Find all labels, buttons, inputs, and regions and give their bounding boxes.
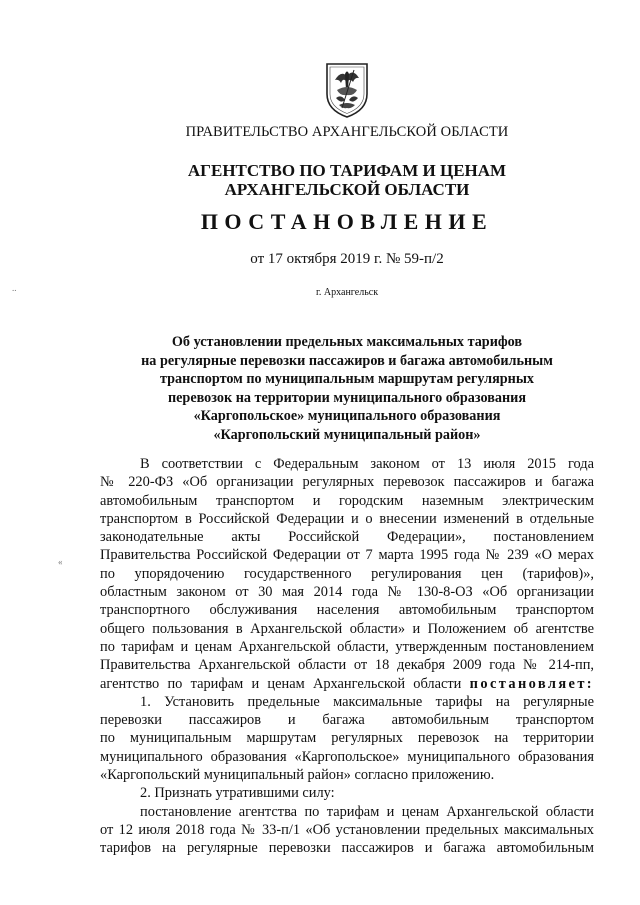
body-line: законодательные акты Российской Федерации», постановлением (100, 529, 594, 546)
body-line: по тарифам и ценам Архангельской области, утвержденным постановлением (100, 638, 594, 655)
agency-name-line-1: АГЕНТСТВО ПО ТАРИФАМ И ЦЕНАМ (187, 161, 507, 180)
body-line-text: агентство по тарифам и ценам Архангельской области (100, 675, 462, 692)
body-line: № 220-ФЗ «Об организации регулярных перевозок пассажиров и багажа (100, 474, 594, 491)
title-line: перевозок на территории муниципального образования (167, 389, 527, 406)
body-line: транспортом в Российской Федерации и о внесении изменений в отдельные (100, 510, 594, 527)
title-line: Об установлении предельных максимальных тарифов (171, 334, 523, 350)
resolves-word: постановляет: (469, 675, 594, 692)
body-line: муниципального образования «Каргопольское» муниципального образования (100, 748, 594, 765)
body-line: транспортного обслуживания населения автомобильным транспортом (100, 602, 594, 619)
city-name: г. Архангельск (315, 287, 379, 298)
body-line: 2. Признать утратившими силу: (140, 785, 335, 802)
document-body (100, 455, 594, 858)
body-line: общего пользования в Архангельской области» и Положением об агентстве (100, 620, 594, 637)
title-line: на регулярные перевозки пассажиров и багажа автомобильным (141, 352, 553, 369)
coat-of-arms-emblem-icon (321, 60, 373, 120)
body-line: перевозки пассажиров и багажа автомобильным транспортом (100, 712, 594, 729)
body-line: «Каргопольский муниципальный район» согласно приложению. (100, 767, 495, 784)
body-line: от 12 июля 2018 года № 33-п/1 «Об установлении предельных максимальных (100, 821, 594, 838)
body-line: 1. Установить предельные максимальные тарифы на регулярные (140, 693, 594, 710)
body-line: Правительства Архангельской области от 18 декабря 2009 года № 214-пп, (100, 657, 594, 674)
body-line: автомобильным транспортом и городским наземным электрическим (100, 492, 594, 509)
body-line-with-resolution (100, 675, 594, 693)
body-line: В соответствии с Федеральным законом от 13 июля 2015 года (140, 456, 594, 472)
date-and-number: от 17 октября 2019 г. № 59-п/2 (250, 251, 444, 267)
title-line: «Каргопольское» муниципального образования (193, 408, 501, 425)
agency-name (0, 161, 640, 199)
title-line: «Каргопольский муниципальный район» (213, 426, 481, 443)
margin-mark: .. (12, 283, 17, 293)
document-title (100, 333, 594, 445)
body-line: Правительства Российской Федерации от 7 марта 1995 года № 239 «О мерах (100, 547, 594, 564)
government-name: ПРАВИТЕЛЬСТВО АРХАНГЕЛЬСКОЙ ОБЛАСТИ (185, 124, 509, 140)
margin-mark: « (58, 557, 63, 567)
document-type-heading: ПОСТАНОВЛЕНИЕ (200, 209, 494, 234)
body-line: по упорядочению государственного регулирования цен (тарифов)», (100, 565, 594, 582)
body-line: тарифов на регулярные перевозки пассажиров и багажа автомобильным (100, 840, 594, 857)
body-line: по муниципальным маршрутам регулярных перевозок на территории (100, 730, 594, 747)
body-line: областным законом от 30 мая 2014 года № 130-8-ОЗ «Об организации (100, 584, 594, 601)
body-line: постановление агентства по тарифам и ценам Архангельской области (140, 803, 594, 820)
agency-name-line-2: АРХАНГЕЛЬСКОЙ ОБЛАСТИ (224, 180, 470, 199)
title-line: транспортом по муниципальным маршрутам регулярных (160, 371, 534, 388)
